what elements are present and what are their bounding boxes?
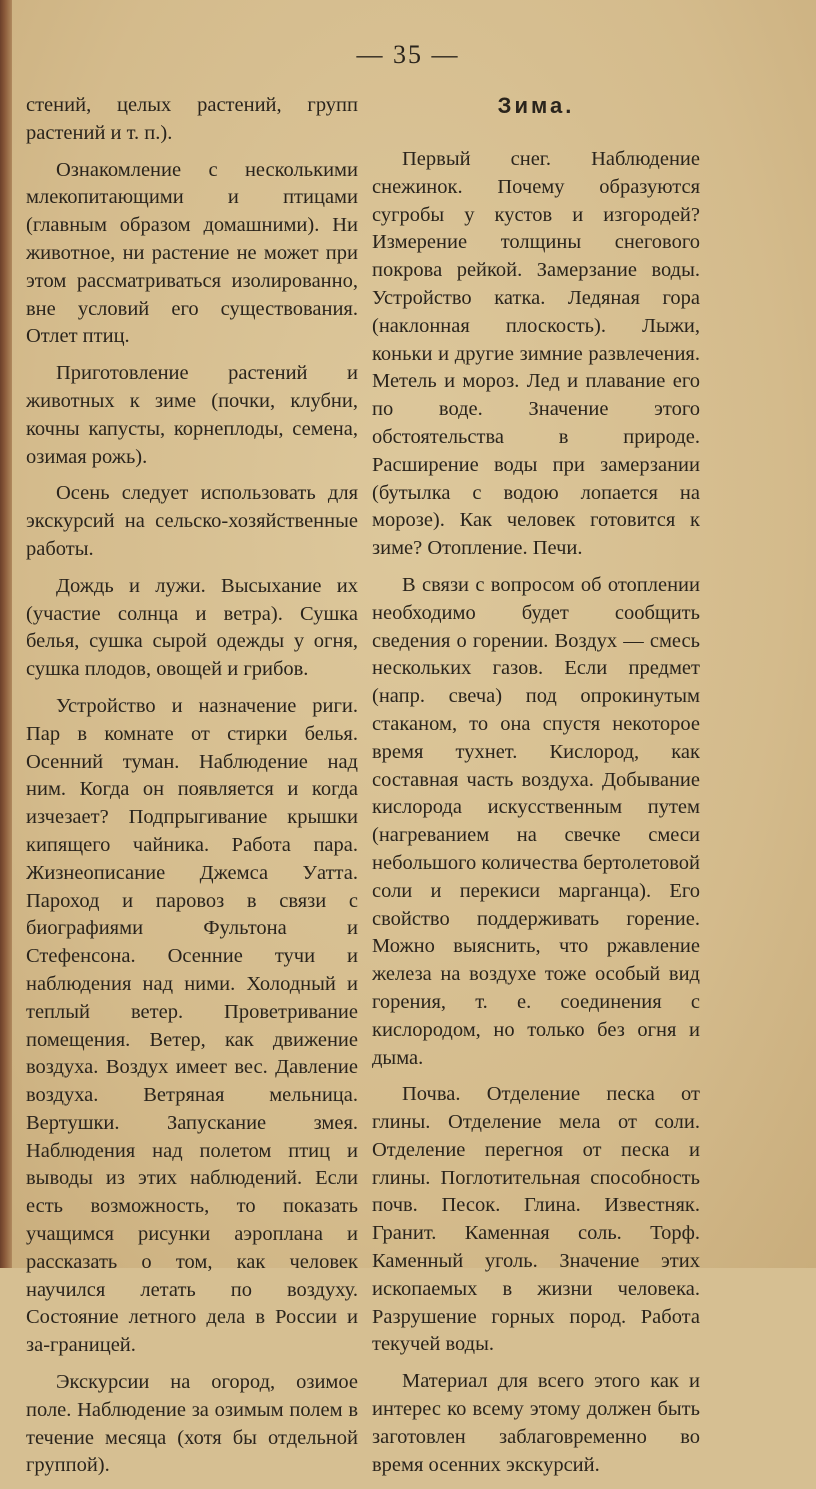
section-title: Зима. xyxy=(497,93,575,118)
paragraph: Ознакомление с несколькими млекопитающими и птицами (главным образом домашними). Ни животное, ни растение не может при этом рассматриваться изолированно, вне условий его существования. Отлет птиц. xyxy=(26,158,358,348)
paragraph: Приготовление растений и животных к зиме (почки, клубни, кочны капусты, корнеплоды, семена, озимая рожь). xyxy=(26,362,358,468)
paragraph: Первый снег. Наблюдение снежинок. Почему образуются сугробы у кустов и изгородей? Измерение толщины снегового покрова рейкой. Замерзание воды. Устройство катка. Ледяная гора (наклонная плоскость). Лыжи, коньки и другие зимние развлечения. Метель и мороз. Лед и плавание его по воде. Значение этого обстоятельства в природе. Расширение воды при замерзании (бутылка с водою лопается на морозе). Как человек готовится к зиме? Отопление. Печи. xyxy=(372,148,700,560)
right-column xyxy=(372,92,700,1488)
page-number: — 35 — xyxy=(356,40,460,69)
paragraph: Осень следует использовать для экскурсий на сельско-хозяйственные работы. xyxy=(26,482,358,560)
paragraph: Почва. Отделение песка от глины. Отделение мела от соли. Отделение перегноя от песка и глины. Поглотительная способность почв. Песок. Глина. Известняк. Гранит. Каменная соль. Торф. Каменный уголь. Значение этих ископаемых в жизни человека. Разрушение горных пород. Работа текучей воды. xyxy=(372,1083,700,1356)
paragraph: Дождь и лужи. Высыхание их (участие солнца и ветра). Сушка белья, сушка сырой одежды у огня, сушка плодов, овощей и грибов. xyxy=(26,574,358,681)
paragraph: В связи с вопросом об отоплении необходимо будет сообщить сведения о горении. Воздух — смесь нескольких газов. Если предмет (напр. свеча) под опрокинутым стаканом, то она спустя некоторое время тухнет. Кислород, как составная часть воздуха. Добывание кислорода искусственным путем (нагреванием на свечке смеси небольшого количества бертолетовой соли и перекиси марганца). Его свойство поддерживать горение. Можно выяснить, что ржавление железа на воздухе тоже особый вид горения, т. е. соединения с кислородом, но только без огня и дыма. xyxy=(372,573,701,1069)
paragraph: Устройство и назначение риги. Пар в комнате от стирки белья. Осенний туман. Наблюдение над ним. Когда он появляется и когда изчезает? Подпрыгивание крышки кипящего чайника. Работа пара. Жизнеописание Джемса Уатта. Пароход и паровоз в связи с биографиями Фультона и Стефенсона. Осенние тучи и наблюдения над ними. Холодный и теплый ветер. Проветривание помещения. Ветер, как движение воздуха. Воздух имеет вес. Давление воздуха. Ветряная мельница. Вертушки. Запускание змея. Наблюдения над полетом птиц и выводы из этих наблюдений. Если есть возможность, то показать учащимся рисунки аэроплана и рассказать о том, как человек научился летать по воздуху. Состояние летного дела в России и за-границей. xyxy=(26,694,358,1357)
left-column xyxy=(26,92,358,1489)
paragraph: Экскурсии на огород, озимое поле. Наблюдение за озимым полем в течение месяца (хотя бы отдельной группой). xyxy=(26,1371,358,1477)
paragraph: стений, целых растений, групп растений и т. п.). xyxy=(26,94,358,144)
page-binding-edge xyxy=(0,0,12,1268)
paragraph: Материал для всего этого как и интерес ко всему этому должен быть заготовлен заблаговременно во время осенних экскурсий. xyxy=(372,1370,700,1476)
